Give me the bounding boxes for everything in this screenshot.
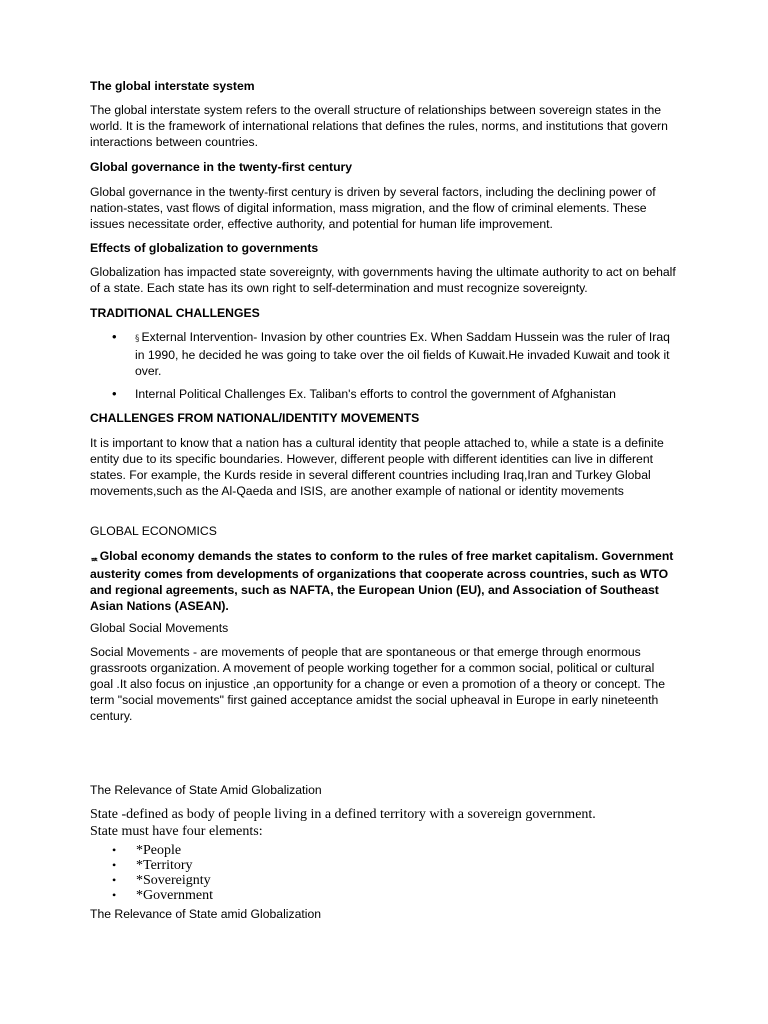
identity-movements-heading: CHALLENGES FROM NATIONAL/IDENTITY MOVEMENTS: [90, 411, 420, 425]
effects-heading: Effects of globalization to governments: [90, 241, 319, 255]
governance-paragraph: Global governance in the twenty-first century is driven by several factors, including the declining power of nation-states, vast flows of digital information, mass migration, and the flow of criminal elements. These issues necessitate order, effective authority, and potential for human life improvement.: [90, 185, 656, 231]
section-mark-icon: §: [135, 334, 140, 344]
list-item-text: External Intervention- Invasion by other countries Ex. When Saddam Hussein was the ruler of Iraq in 1990, he decided he was going to take over the oil fields of Kuwait.He invaded Kuwait and took it over.: [135, 330, 670, 378]
list-item-text: Internal Political Challenges Ex. Taliban's efforts to control the government of Afghanistan: [135, 387, 616, 401]
global-economics-text: Global economy demands the states to conform to the rules of free market capitalism. Government austerity comes from developments of organizations that cooperate across countries, such as WTO and regional agreements, such as NAFTA, the European Union (EU), and Association of Southeast Asian Nations (ASEAN).: [90, 549, 674, 613]
social-movements-heading: Global Social Movements: [90, 621, 229, 635]
governance-heading: Global governance in the twenty-first century: [90, 160, 353, 174]
relevance-heading: The Relevance of State Amid Globalization: [90, 783, 322, 797]
interstate-paragraph: The global interstate system refers to the overall structure of relationships between sovereign states in the world. It is the framework of international relations that defines the rules, norms, and institutions that govern interactions between countries.: [90, 103, 668, 149]
global-economics-heading: GLOBAL ECONOMICS: [90, 524, 217, 538]
interstate-heading: The global interstate system: [90, 79, 255, 93]
state-elements-intro: State must have four elements:: [90, 824, 263, 839]
effects-paragraph: Globalization has impacted state sovereignty, with governments having the ultimate authority to act on behalf of a state. Each state has its own right to self-determination and must recognize sovereignty.: [90, 265, 676, 295]
bullet-icon: •: [112, 873, 117, 887]
identity-movements-paragraph: It is important to know that a nation has a cultural identity that people attached to, while a state is a definite entity due to its specific boundaries. However, different people with different identities can live in different states. For example, the Kurds reside in several different countries including Iraq,Iran and Turkey Global movements,such as the Al-Qaeda and ISIS, are another example of national or identity movements: [90, 436, 664, 498]
bullet-icon: •: [112, 329, 117, 344]
list-item-text: *Territory: [136, 858, 193, 873]
list-item-text: *Sovereignty: [136, 873, 211, 888]
bullet-icon: •: [112, 858, 117, 872]
social-movements-paragraph: Social Movements - are movements of people that are spontaneous or that emerge through enormous grassroots organization. A movement of people working together for a common social, political or cultural goal .It also focus on injustice ,an opportunity for a change or even a promotion of a theory or concept. The term "social movements" first gained acceptance amidst the social upheaval in Europe in early nineteenth century.: [90, 645, 665, 723]
bullet-icon: •: [112, 843, 117, 857]
list-item-text: *People: [136, 843, 182, 858]
global-economics-paragraph: [90, 548, 680, 614]
relevance-footer: The Relevance of State amid Globalization: [90, 907, 322, 921]
list-item-text: *Government: [136, 888, 213, 903]
traditional-challenges-heading: TRADITIONAL CHALLENGES: [90, 306, 260, 320]
bullet-icon: •: [112, 386, 117, 401]
bullet-icon: •: [112, 888, 117, 902]
state-definition: State -defined as body of people living in a defined territory with a sovereign government.: [90, 807, 596, 822]
symbol-mark-icon: ᇠ: [90, 553, 99, 563]
